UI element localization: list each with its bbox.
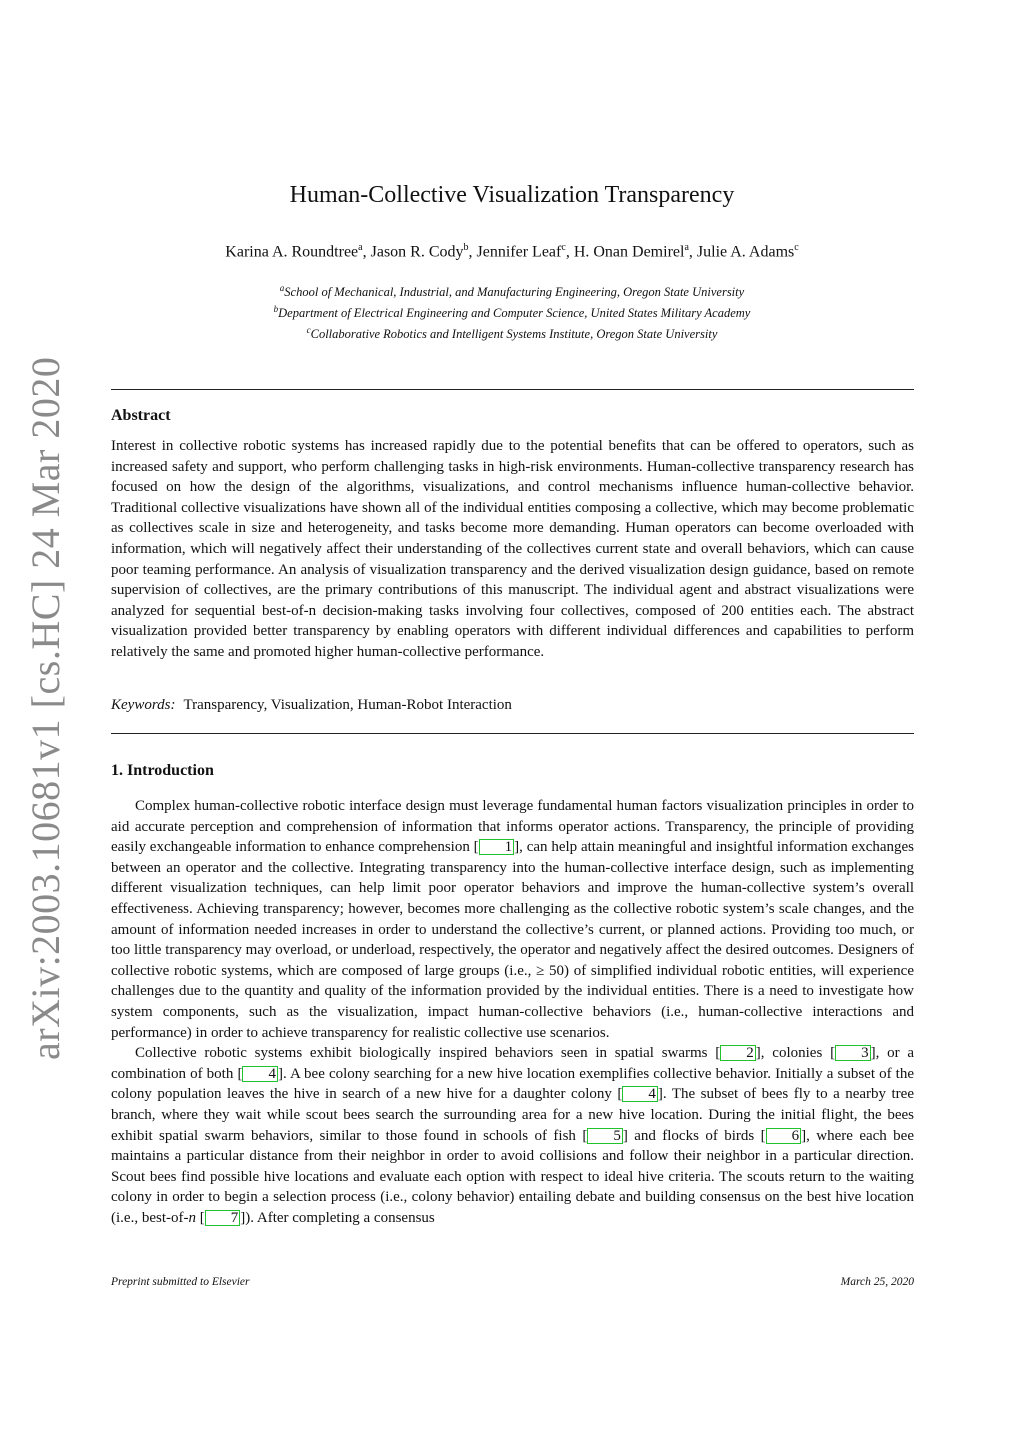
author: Jason R. Cody [370,243,464,261]
citation-link[interactable]: 7 [205,1210,241,1226]
footer-date: March 25, 2020 [840,1276,914,1288]
keywords-text: Transparency, Visualization, Human-Robot Interaction [183,697,512,713]
author: Karina A. Roundtree [225,243,359,261]
citation-link[interactable]: 5 [587,1128,623,1144]
keywords-label: Keywords: [111,697,176,713]
affiliation-mark: c [306,325,311,336]
citation-link[interactable]: 3 [835,1045,871,1061]
arxiv-identifier [22,356,68,1061]
keywords [111,697,914,714]
affiliation-list [0,280,1024,343]
author-affiliation-mark: a [684,242,689,253]
citation-link[interactable]: 1 [479,839,515,855]
paper-title: Human-Collective Visualization Transparency [289,182,735,208]
arxiv-identifier-text: arXiv:2003.10681v1 [cs.HC] 24 Mar 2020 [23,356,68,1060]
italic-text: n [188,1209,196,1226]
citation-link[interactable]: 4 [242,1066,278,1082]
author: Julie A. Adams [696,243,795,261]
affiliation [0,322,1024,343]
citation-link[interactable]: 6 [766,1128,802,1144]
affiliation-mark: a [279,283,285,293]
paragraph: Collective robotic systems exhibit biologically inspired behaviors seen in spatial swarms [ 2 ], colonies [ 3 ], or a combination of both [ 4 ]. A bee colony searching for a new hive location exemplifies collective behavior. Initially a subset of the colony population leaves the hive in search of a new hive for a daughter colony [ 4 ]. The subset of bees fly to a nearby tree branch, where they wait while scout bees search the surrounding area for a new hive location. During the initial flight, the bees exhibit spatial swarm behaviors, similar to those found in schools of fish [ 5 ] and flocks of birds [ 6 ], where each bee maintains a particular distance from their neighbor in order to avoid collisions and follow their neighbor in a particular direction. Scout bees find possible hive locations and evaluate each option with respect to ideal hive criteria. The scouts return to the waiting colony in order to begin a selection process (i.e., colony behavior) entailing debate and building consensus on the best hive location (i.e., best-of-n [ 7 ]). After completing a consensus [111,1045,915,1226]
citation-link[interactable]: 2 [720,1045,756,1061]
paragraph: Complex human-collective robotic interface design must leverage fundamental human factors visualization principles in order to aid accurate perception and comprehension of information that informs operator actions. Transparency, the principle of providing easily exchangeable information to enhance comprehension [ 1 ], can help attain meaningful and insightful information exchanges between an operator and the collective. Integrating transparency into the human-collective interface design, such as implementing different visualization techniques, can help limit poor operator behaviors and improve the human-collective system’s overall effectiveness. Achieving transparency; however, becomes more challenging as the collective robotic system’s scale changes, and the amount of information needed increases in order to understand the collective’s current, or planned actions. Providing too much, or too little transparency may overload, or underload, respectively, the operator and negatively affect the desired outcomes. Designers of collective robotic systems, which are composed of large groups (i.e., ≥ 50) of simplified individual robotic entities, will experience challenges due to the quantity and quality of the information provided by the individual entities. There is a need to investigate how system components, such as the visualization, impact human-collective behaviors (i.e., human-collective interactions and performance) in order to achieve transparency for realistic collective use scenarios. [111,798,915,1041]
abstract-text: Interest in collective robotic systems has increased rapidly due to the potential benefits that can be offered to operators, such as increased safety and support, who perform challenging tasks in high-risk environments. Human-collective transparency research has focused on how the design of the algorithms, visualizations, and control mechanisms influence human-collective behavior. Traditional collective visualizations have shown all of the individual entities composing a collective, which may become problematic as collectives scale in size and heterogeneity, and tasks become more demanding. Human operators can become overloaded with information, which will negatively affect their understanding of the collectives current state and overall behaviors, which can cause poor teaming performance. An analysis of visualization transparency and the derived visualization design guidance, based on remote supervision of collectives, are the primary contributions of this manuscript. The individual agent and abstract visualizations were analyzed for sequential best-of-n decision-making tasks involving four collectives, composed of 200 entities each. The abstract visualization provided better transparency by enabling operators with different individual differences and capabilities to perform relatively the same and promoted higher human-collective performance. [111,438,914,660]
affiliation-text: Collaborative Robotics and Intelligent Systems Institute, Oregon State University [310,327,718,342]
author: Jennifer Leaf [476,243,562,261]
author-affiliation-mark: a [358,242,363,253]
affiliation [0,301,1024,322]
citation-link[interactable]: 4 [622,1086,658,1102]
introduction-body [111,796,914,1228]
affiliation [0,280,1024,301]
abstract-heading: Abstract [111,407,171,424]
section-heading-introduction: 1. Introduction [111,762,214,779]
affiliation-mark: b [273,304,279,315]
author-affiliation-mark: c [561,242,566,253]
abstract-bottom-rule [111,733,914,734]
footer-preprint-note: Preprint submitted to Elsevier [111,1276,250,1288]
author-affiliation-mark: c [794,242,799,253]
affiliation-text: Department of Electrical Engineering and Computer Science, United States Military Academy [278,306,751,321]
abstract-top-rule [111,389,914,390]
author-list: Karina A. Roundtree$^a$, Jason R. Cody$^b$, Jennifer Leaf$^c$, H. Onan Demirel$^a$, Julie A. Adams$^c$ [225,242,799,261]
affiliation-text: School of Mechanical, Industrial, and Manufacturing Engineering, Oregon State University [284,285,745,300]
author-affiliation-mark: b [463,242,469,253]
author: H. Onan Demirel [573,243,685,261]
